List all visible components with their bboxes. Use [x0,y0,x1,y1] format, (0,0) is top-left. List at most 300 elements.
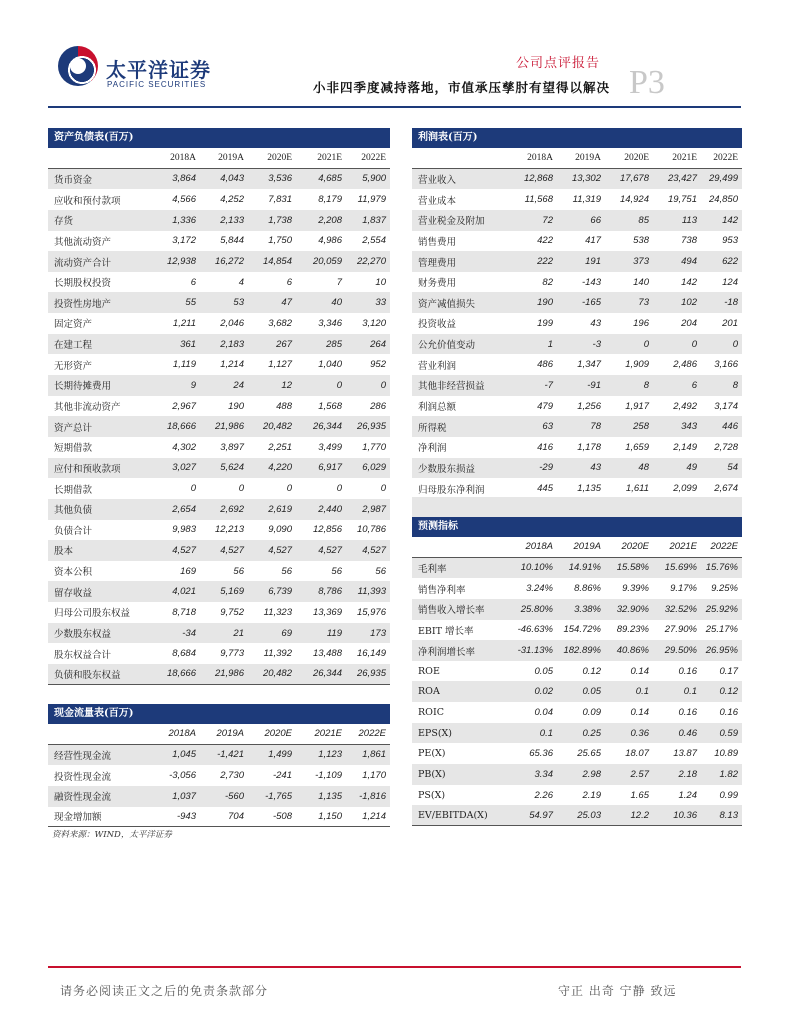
table-row [48,251,390,272]
table-row [412,169,742,190]
cell-value: 8.86% [574,583,601,595]
cell-value: 11,979 [357,194,386,206]
cell-value: -1,109 [315,770,342,782]
cell-value: 26.95% [705,645,738,657]
row-label: 销售收入增长率 [418,605,485,617]
row-label: 流动资产合计 [54,257,112,269]
row-label: 投资性房地产 [54,298,112,310]
table-row [48,540,390,561]
cell-value: 0.1 [539,727,553,739]
cell-value: -3 [592,338,601,350]
table-row [48,786,390,807]
row-label: 营业税金及附加 [418,216,485,228]
disclaimer-text: 请务必阅读正文之后的免责条款部分 [60,984,269,998]
cell-value: 21,986 [214,421,244,433]
row-label: 现金增加额 [54,812,102,824]
table-row [412,231,742,252]
cell-value: 53 [233,297,244,309]
cell-value: 3.34 [534,768,553,780]
cell-value: 14,924 [619,194,649,206]
cell-value: 2,492 [673,400,697,412]
cell-value: 1,045 [172,749,196,761]
cell-value: 2.57 [630,768,649,780]
cell-value: 85 [638,214,649,226]
cash-flow-table [48,704,390,827]
table-row [412,620,742,641]
cash-flow-title: 现金流量表(百万) [48,704,390,724]
cell-value: 43 [590,462,601,474]
cell-value: 4,527 [172,544,196,556]
cell-value: 119 [326,627,342,639]
row-label: 资产减值损失 [418,298,476,310]
cell-value: 2,149 [673,441,697,453]
cell-value: 2,486 [673,359,697,371]
row-label: 管理费用 [418,257,457,269]
cell-value: 15.58% [616,562,649,574]
cell-value: 204 [681,317,697,329]
cell-value: 0.12 [582,665,601,677]
row-label: 少数股东权益 [54,629,112,641]
cell-value: 9.25% [711,583,738,595]
cell-value: 0 [691,338,697,350]
row-label: 利润总额 [418,402,457,413]
table-row [48,354,390,375]
cell-value: 142 [681,276,697,288]
cell-value: 190 [228,400,244,412]
table-row [48,334,390,355]
table-row [412,558,742,579]
cell-value: 2.26 [534,789,553,801]
cell-value: 18.07 [625,748,649,760]
table-row [48,396,390,417]
cell-value: 4,527 [318,544,342,556]
cell-value: 20,482 [262,421,292,433]
table-row [412,764,742,785]
cell-value: 0.25 [582,727,601,739]
cell-value: 13,302 [571,173,601,185]
row-label: 融资性现金流 [54,792,112,804]
table-row [48,375,390,396]
cell-value: -165 [581,297,601,309]
table-row [48,169,390,190]
table-row [48,437,390,458]
cell-value: -241 [272,770,292,782]
cell-value: 0.09 [582,706,601,718]
cell-value: 13.87 [673,748,697,760]
row-label: 在建工程 [54,340,93,352]
cell-value: 8,718 [172,606,196,618]
cell-value: 201 [722,317,738,329]
cell-value: 4,566 [172,194,196,206]
table-row [412,805,742,826]
cell-value: 1,040 [318,359,342,371]
cell-value: 12,868 [523,173,553,185]
row-label: 营业利润 [418,360,457,372]
cell-value: 1,178 [577,441,601,453]
cell-value: 6 [190,276,196,288]
cell-value: 2,099 [673,483,697,495]
cell-value: 124 [722,276,738,288]
row-label: ROA [418,686,440,698]
cell-value: 4,220 [268,462,292,474]
cell-value: 25.65 [577,748,601,760]
cell-value: 3,897 [220,441,244,453]
cell-value: 1,135 [318,790,342,802]
row-label: 其他非经营损益 [418,381,485,393]
table-row [412,478,742,499]
column-header-year: 2020E [621,541,649,553]
row-label: 财务费用 [418,278,457,290]
table-row [412,681,742,702]
cell-value: -1,765 [265,790,292,802]
row-label: EPS(X) [418,727,453,739]
table-row [48,765,390,786]
cell-value: 43 [590,317,601,329]
row-label: 投资性现金流 [54,771,112,783]
cell-value: 0 [380,483,386,495]
cell-value: 1,256 [577,400,601,412]
row-label: 经营性现金流 [54,750,112,762]
cell-value: 0.46 [678,727,697,739]
cell-value: 3.24% [526,583,553,595]
cell-value: 2,440 [318,503,342,515]
cell-value: 47 [281,297,292,309]
cell-value: 21 [233,627,244,639]
cell-value: 190 [537,297,553,309]
cell-value: 66 [590,214,601,226]
cell-value: 56 [331,565,342,577]
cell-value: 56 [375,565,386,577]
row-label: 负债和股东权益 [54,669,121,681]
row-label: 固定资产 [54,319,93,331]
table-row [412,334,742,355]
cell-value: 32.90% [616,603,649,615]
cell-value: 18,666 [166,668,196,680]
cell-value: 16,149 [356,648,386,660]
row-label: 无形资产 [54,360,93,372]
report-type: 公司点评报告 [516,56,601,71]
cell-value: 15.76% [705,562,738,574]
cell-value: 1,123 [318,749,342,761]
report-title: 小非四季度减持落地，市值承压孳肘有望得以解决 [313,80,611,95]
cell-value: 0.05 [582,686,601,698]
cell-value: 6,029 [362,462,386,474]
table-row [412,640,742,661]
row-label: 投资收益 [418,319,457,331]
cell-value: 264 [370,338,386,350]
cell-value: 1,568 [318,400,342,412]
cell-value: 0 [336,483,342,495]
cell-value: 0.36 [630,727,649,739]
cell-value: 5,624 [220,462,244,474]
cell-value: 0.12 [719,686,738,698]
row-label: 资产总计 [54,422,93,434]
cell-value: 2,251 [268,441,292,453]
row-label: 销售净利率 [418,584,466,596]
cell-value: 952 [370,359,386,371]
spacer-band [412,497,742,517]
row-label: EV/EBITDA(X) [418,809,488,821]
cell-value: 10.36 [673,809,697,821]
cell-value: 13,369 [312,606,342,618]
row-label: 毛利率 [418,563,447,575]
cell-value: 343 [681,421,697,433]
cell-value: 738 [681,235,697,247]
table-row [412,743,742,764]
cell-value: 9,983 [172,524,196,536]
cell-value: 0.14 [630,665,649,677]
row-label: 营业成本 [418,195,457,207]
cell-value: 0 [643,338,649,350]
table-row [48,561,390,582]
cell-value: 3,166 [714,359,738,371]
cell-value: 15,976 [356,606,386,618]
cell-value: 704 [228,810,244,822]
cell-value: 2,967 [172,400,196,412]
cell-value: 2,046 [220,317,244,329]
row-label: PB(X) [418,768,446,780]
cell-value: 27.90% [664,624,697,636]
cell-value: 12 [281,379,292,391]
cell-value: 2,674 [714,483,738,495]
cell-value: 3.38% [574,603,601,615]
row-label: 所得税 [418,422,447,434]
cell-value: 2.18 [678,768,697,780]
cell-value: 12,213 [214,524,244,536]
cell-value: 1,738 [268,214,292,226]
row-label: 其他非流动资产 [54,402,121,413]
cell-value: 0 [732,338,738,350]
table-row [48,499,390,520]
table-row [412,702,742,723]
cell-value: 142 [722,214,738,226]
cell-value: 20,482 [262,668,292,680]
cell-value: 182.89% [563,645,601,657]
cell-value: 9.39% [622,583,649,595]
row-label: EBIT 增长率 [418,625,474,637]
cell-value: 56 [233,565,244,577]
cell-value: 0.1 [683,686,697,698]
row-label: ROIC [418,706,444,718]
row-label: 股本 [54,546,74,558]
cell-value: 3,864 [172,173,196,185]
cell-value: 1,861 [362,749,386,761]
row-label: 应收和预付款项 [54,195,121,207]
page-number: P3 [629,64,665,101]
cell-value: 25.92% [705,603,738,615]
table-row [412,375,742,396]
cell-value: 2,133 [220,214,244,226]
footer-divider [48,966,741,968]
table-row [412,251,742,272]
cell-value: 361 [180,338,196,350]
row-label: 长期股权投资 [54,278,112,290]
cell-value: 1,347 [577,359,601,371]
header-divider [48,106,741,108]
table-row [48,745,390,766]
row-label: 归母公司股东权益 [54,608,131,620]
table-row [48,623,390,644]
row-label: 股东权益合计 [54,649,112,661]
cell-value: -46.63% [517,624,553,636]
row-label: 少数股东损益 [418,463,476,475]
cell-value: 1,837 [362,214,386,226]
forecast-title: 预测指标 [412,517,742,537]
row-label: 其他负债 [54,505,93,517]
cell-value: 40.86% [616,645,649,657]
row-label: 营业收入 [418,174,457,186]
cell-value: 8,786 [318,586,342,598]
cell-value: 0.1 [635,686,649,698]
cell-value: 8.13 [719,809,738,821]
cell-value: 3,172 [172,235,196,247]
table-row [48,292,390,313]
cell-value: 1,909 [625,359,649,371]
row-label: 其他流动资产 [54,236,112,248]
cell-value: 22,270 [356,256,386,268]
cell-value: 3,174 [714,400,738,412]
cell-value: 1,214 [362,810,386,822]
cell-value: 63 [542,421,553,433]
cell-value: 11,323 [263,606,292,618]
cell-value: 25.80% [520,603,553,615]
column-header-year: 2019A [216,728,244,740]
cell-value: -29 [539,462,553,474]
cell-value: 1,499 [268,749,292,761]
cell-value: 0.99 [719,789,738,801]
cell-value: 1 [547,338,553,350]
cell-value: 416 [537,441,553,453]
column-header-year: 2019A [218,152,244,163]
table-row [48,664,390,685]
forecast-table [412,517,742,826]
cell-value: 8,179 [318,194,342,206]
cell-value: 2,692 [220,503,244,515]
table-row [48,416,390,437]
row-label: 净利润增长率 [418,646,476,658]
balance-sheet-title: 资产负债表(百万) [48,128,390,148]
brand-name-en: PACIFIC SECURITIES [107,80,207,89]
cell-value: 11,392 [263,648,292,660]
column-header-row [412,148,742,169]
column-header-year: 2021E [672,152,697,163]
column-header-year: 2018A [525,541,553,553]
cell-value: 29.50% [664,645,697,657]
cell-value: 32.52% [664,603,697,615]
cell-value: 102 [681,297,697,309]
cell-value: 1,750 [268,235,292,247]
column-header-year: 2022E [710,541,738,553]
cell-value: 25.03 [577,809,601,821]
cell-value: 169 [180,565,196,577]
cell-value: 6 [286,276,292,288]
column-header-year: 2021E [317,152,342,163]
row-label: 负债合计 [54,525,93,537]
cell-value: 0.16 [678,665,697,677]
table-row [412,210,742,231]
cell-value: 1.65 [630,789,649,801]
cell-value: 173 [370,627,386,639]
cell-value: 140 [633,276,649,288]
column-header-year: 2021E [669,541,697,553]
company-motto: 守正 出奇 宁静 致远 [558,984,677,998]
cell-value: 0.05 [534,665,553,677]
brand-name-cn: 太平洋证券 [106,58,211,82]
cell-value: 199 [537,317,553,329]
cell-value: 0.16 [719,706,738,718]
cell-value: 24,850 [708,194,738,206]
cell-value: 1.24 [678,789,697,801]
cell-value: 8 [643,379,649,391]
cell-value: 19,751 [667,194,697,206]
cell-value: 69 [281,627,292,639]
cell-value: 8,684 [172,648,196,660]
cell-value: 1,170 [362,770,386,782]
cell-value: -943 [176,810,196,822]
cell-value: 2,208 [318,214,342,226]
cell-value: 24 [233,379,244,391]
cell-value: -508 [272,810,292,822]
cell-value: 1,336 [172,214,196,226]
row-label: 净利润 [418,443,447,455]
column-header-year: 2019A [575,152,601,163]
column-header-year: 2019A [573,541,601,553]
column-header-year: 2022E [358,728,386,740]
cell-value: 113 [681,214,697,226]
company-logo-icon [58,46,98,86]
cell-value: 222 [537,256,553,268]
cell-value: 16,272 [214,256,244,268]
cell-value: 5,169 [220,586,244,598]
cell-value: 1,611 [625,483,649,495]
cell-value: -3,056 [169,770,196,782]
table-row [48,231,390,252]
column-header-year: 2022E [713,152,738,163]
table-row [412,396,742,417]
table-row [48,478,390,499]
income-statement-table [412,128,742,499]
cell-value: 9,090 [268,524,292,536]
cell-value: 2,730 [220,770,244,782]
cell-value: 0 [380,379,386,391]
cell-value: 267 [276,338,292,350]
cell-value: 417 [585,235,601,247]
cell-value: -91 [587,379,601,391]
row-label: 长期待摊费用 [54,381,112,393]
row-label: 销售费用 [418,236,457,248]
table-row [412,599,742,620]
cell-value: 1,211 [172,317,196,329]
column-header-year: 2020E [624,152,649,163]
cell-value: 1,037 [172,790,196,802]
table-row [48,210,390,231]
table-row [412,661,742,682]
table-row [48,602,390,623]
cell-value: 15.69% [664,562,697,574]
row-label: PE(X) [418,748,446,760]
cell-value: -34 [182,627,196,639]
cell-value: 13,488 [312,648,342,660]
cell-value: 49 [686,462,697,474]
table-row [412,189,742,210]
cell-value: 1,659 [625,441,649,453]
column-header-year: 2022E [361,152,386,163]
table-row [48,643,390,664]
cell-value: 1,127 [268,359,292,371]
cell-value: 953 [722,235,738,247]
cell-value: 12,938 [166,256,196,268]
table-row [48,581,390,602]
